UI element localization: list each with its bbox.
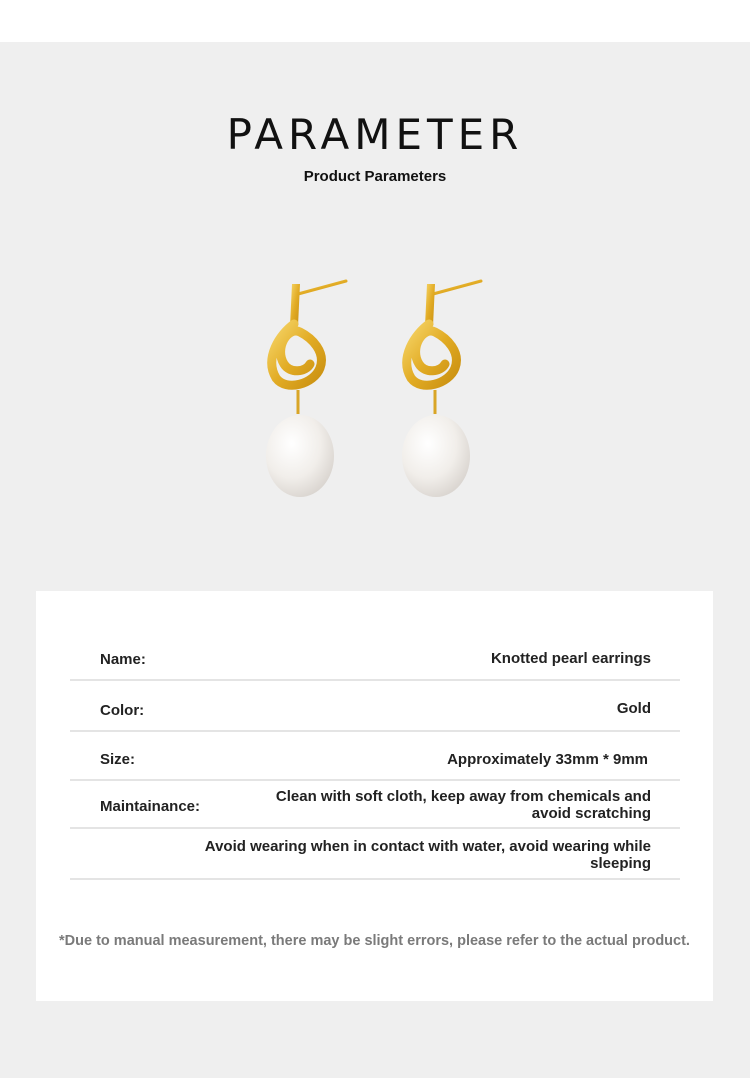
product-image — [240, 268, 510, 508]
measurement-note: *Due to manual measurement, there may be slight errors, please refer to the actual product. — [59, 933, 690, 949]
param-row-maintainance-extra — [70, 829, 680, 880]
param-value: Approximately 33mm * 9mm — [447, 751, 648, 768]
param-value-line: avoid scratching — [531, 805, 651, 822]
param-value-line: Clean with soft cloth, keep away from chemicals and — [275, 788, 651, 805]
left-earring — [266, 281, 346, 497]
param-label: Maintainance: — [100, 798, 201, 815]
top-band — [0, 0, 750, 42]
page-title: PARAMETER — [226, 110, 524, 159]
param-row-size — [70, 732, 680, 781]
param-label: Name: — [100, 651, 146, 668]
right-earring — [402, 281, 481, 497]
param-label: Size: — [100, 751, 136, 768]
param-value — [205, 838, 651, 872]
page-subtitle: Product Parameters — [303, 168, 447, 185]
param-row-name — [70, 631, 680, 681]
param-value: Knotted pearl earrings — [490, 650, 651, 667]
param-value-line: Avoid wearing when in contact with water, avoid wearing while — [204, 838, 651, 855]
param-row-maintainance — [70, 781, 680, 829]
param-value: Gold — [616, 700, 651, 717]
param-value-line: sleeping — [590, 855, 651, 872]
parameters-card — [36, 591, 713, 1001]
earrings-illustration — [240, 268, 510, 508]
param-row-color — [70, 681, 680, 732]
param-value — [276, 788, 651, 822]
param-label: Color: — [100, 702, 145, 719]
